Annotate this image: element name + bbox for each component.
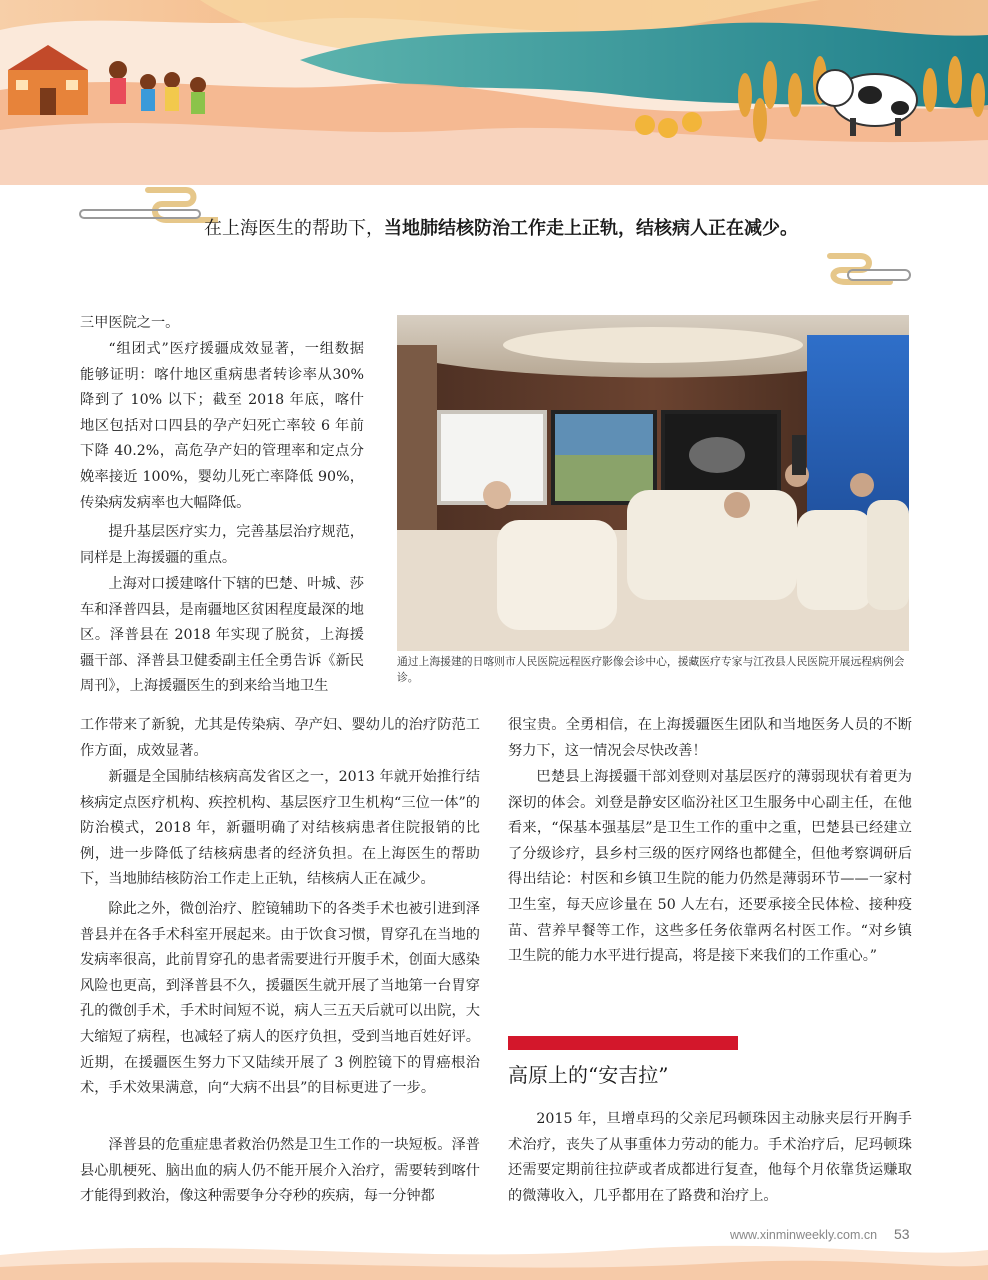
page-number: 53	[894, 1226, 910, 1242]
left-para-4: 上海对口援建喀什下辖的巴楚、叶城、莎车和泽普四县，是南疆地区贫困程度最深的地区。泽普县在 2018 年实现了脱贫，上海援疆干部、泽普县卫健委副主任全勇告诉《新民周刊》，上海援疆医生的到来给当地卫生	[80, 576, 364, 695]
pull-quote-normal: 在上海医生的帮助下，	[204, 218, 384, 239]
decorative-banner	[0, 0, 988, 185]
pull-quote-bold: 当地肺结核防治工作走上正轨，结核病人正在减少。	[384, 218, 798, 239]
photo-illustration	[397, 315, 909, 651]
wide-para-2: 新疆是全国肺结核病高发省区之一，2013 年就开始推行结核病定点医疗机构、疾控机构、基层医疗卫生机构“三位一体”的防治模式，2018 年，新疆明确了对结核病患者住院报销的比例，进一步降低了结核病患者的经济负担。在上海医生的帮助下，当地肺结核防治工作走上正轨，结核病人正在减少。	[80, 769, 480, 888]
left-para-3: 提升基层医疗实力，完善基层治疗规范，同样是上海援疆的重点。	[80, 524, 364, 566]
landscape-illustration	[0, 0, 988, 185]
right-para-2: 巴楚县上海援疆干部刘登则对基层医疗的薄弱现状有着更为深切的体会。刘登是静安区临汾社区卫生服务中心副主任，在他看来，“保基本强基层”是卫生工作的重中之重，巴楚县已经建立了分级诊疗，县乡村三级的医疗网络也都健全，但他考察调研后得出结论：村医和乡镇卫生院的能力仍然是薄弱环节——一家村卫生室，每天应诊量在 50 人左右，还要承接全民体检、接种疫苗、营养早餐等工作，这些多任务依靠两名村医工作。“对乡镇卫生院的能力水平进行提高，将是接下来我们的工作重心。”	[508, 769, 912, 965]
pull-quote	[204, 214, 924, 244]
section-heading: 高原上的“安吉拉”	[508, 1063, 669, 1087]
photo-caption: 通过上海援建的日喀则市人民医院远程医疗影像会诊中心，援藏医疗专家与江孜县人民医院开展远程病例会诊。	[397, 656, 905, 684]
section-heading-bar	[508, 1036, 738, 1050]
footer-url: www.xinminweekly.com.cn	[730, 1228, 878, 1242]
left-para-1: 三甲医院之一。	[80, 315, 180, 331]
section-body: 2015 年，旦增卓玛的父亲尼玛顿珠因主动脉夹层行开胸手术治疗，丧失了从事重体力劳动的能力。手术治疗后，尼玛顿珠还需要定期前往拉萨或者成都进行复查，他每个月依靠货运赚取的微薄收入，几乎都用在了路费和治疗上。	[508, 1111, 912, 1204]
wide-para-4: 泽普县的危重症患者救治仍然是卫生工作的一块短板。泽普县心肌梗死、脑出血的病人仍不能开展介入治疗，需要转到喀什才能得到救治，像这种需要争分夺秒的疾病，每一分钟都	[80, 1137, 480, 1205]
wide-para-1: 工作带来了新貌，尤其是传染病、孕产妇、婴幼儿的治疗防范工作方面，成效显著。	[80, 717, 480, 759]
wide-para-3: 除此之外，微创治疗、腔镜辅助下的各类手术也被引进到泽普县并在各手术科室开展起来。由于饮食习惯，胃穿孔在当地的发病率很高，此前胃穿孔的患者需要进行开腹手术，创面大感染风险也更高，到泽普县不久，援疆医生就开展了当地第一台胃穿孔的微创手术，手术时间短不说，病人三五天后就可以出院，大大缩短了病程，也减轻了病人的医疗负担，受到当地百姓好评。近期，在援疆医生努力下又陆续开展了 3 例腔镜下的胃癌根治术，手术效果满意，向“大病不出县”的目标更进了一步。	[80, 901, 480, 1097]
right-para-1: 很宝贵。全勇相信，在上海援疆医生团队和当地医务人员的不断努力下，这一情况会尽快改善！	[508, 717, 912, 759]
left-para-2: “组团式”医疗援疆成效显著，一组数据能够证明：喀什地区重病患者转诊率从30% 降到了 10% 以下；截至 2018 年底，喀什地区包括对口四县的孕产妇死亡率较 6 年前下降 40.2%，高危孕产妇的管理率和定点分娩率接近 100%，婴幼儿死亡率降低 90%，传染病发病率也大幅降低。	[80, 341, 364, 511]
photo-teleconsultation-room	[397, 315, 909, 651]
decorative-swirl-top	[78, 184, 218, 226]
decorative-swirl-bottom	[790, 250, 915, 286]
